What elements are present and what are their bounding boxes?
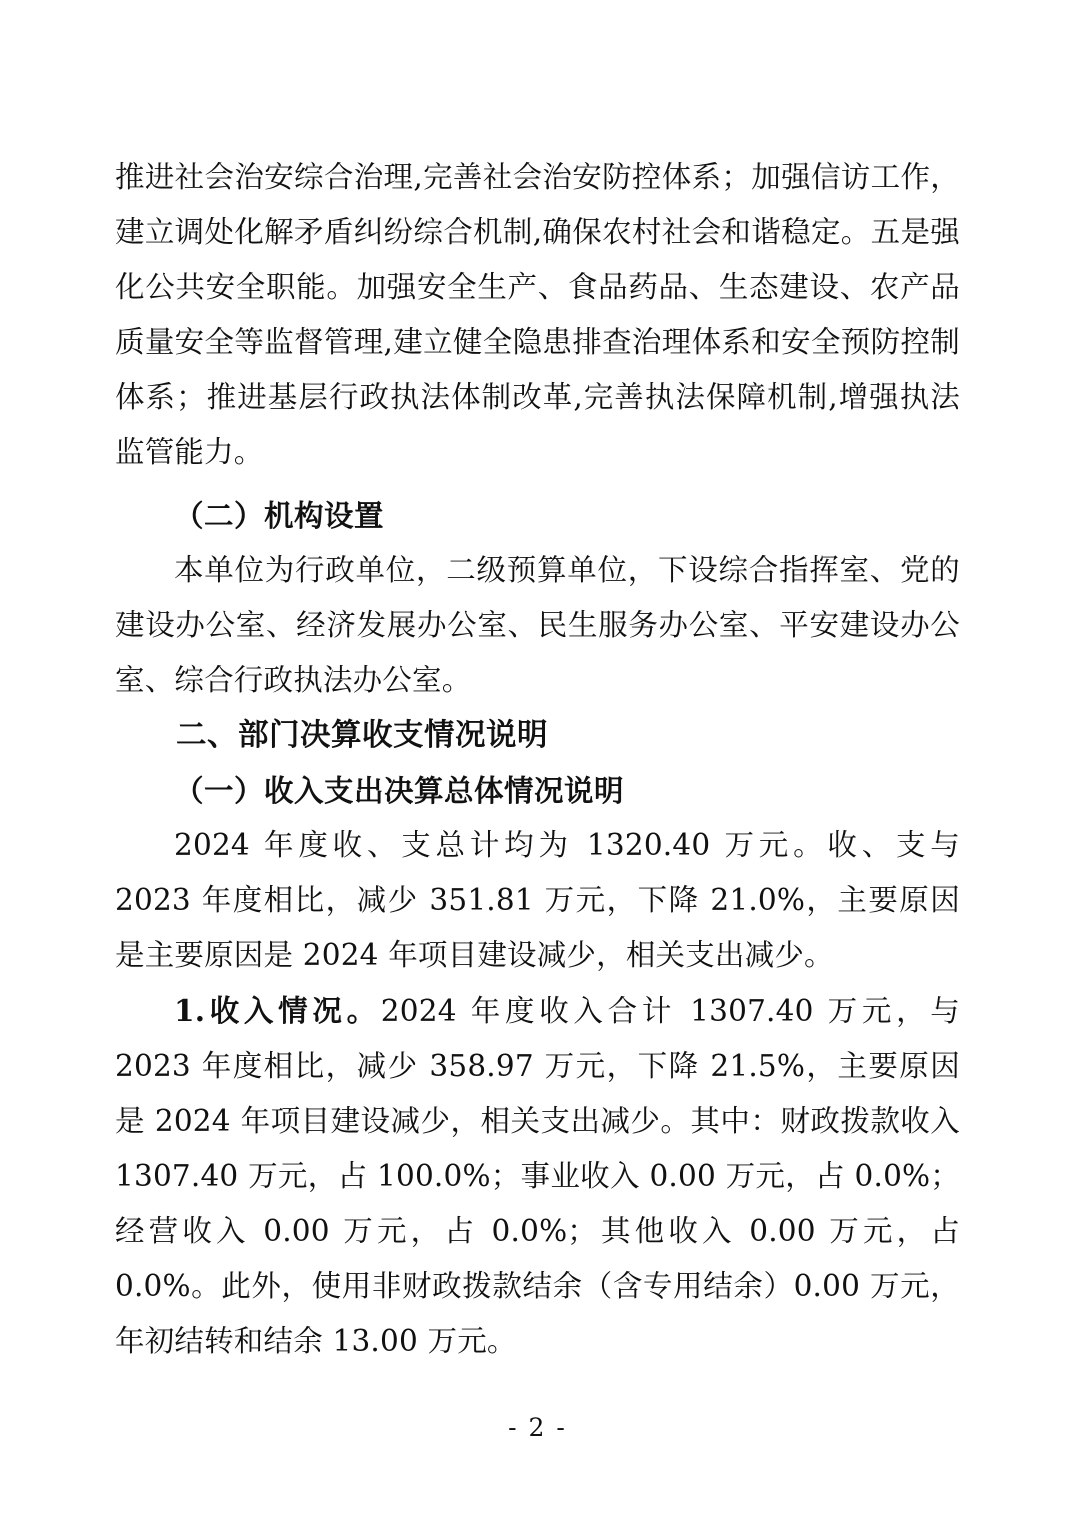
paragraph-revenue-lead: 1.收入情况。 xyxy=(174,993,381,1028)
spacer xyxy=(115,480,960,488)
heading-institution-setup: （二）机构设置 xyxy=(174,498,385,533)
paragraph-revenue-body: 2024 年度收入合计 1307.40 万元，与 2023 年度相比，减少 358.97 万元，下降 21.5%，主要原因是 2024 年项目建设减少，相关支出减少。其中：财政拨款收入 1307.40 万元，占 100.0%；事业收入 0.00 万元，占 0.0%；经营收入 0.00 万元，占 0.0%；其他收入 0.00 万元，占 0.0%。此外，使用非财政拨款结余（含专用结余）0.00 万元，年初结转和结余 13.00 万元。 xyxy=(115,994,960,1358)
paragraph-overall-total: 2024 年度收、支总计均为 1320.40 万元。收、支与 2023 年度相比，减少 351.81 万元，下降 21.0%，主要原因是主要原因是 2024 年项目建设减少，相关支出减少。 xyxy=(115,828,960,972)
paragraph-institution-setup: 本单位为行政单位，二级预算单位，下设综合指挥室、党的建设办公室、经济发展办公室、民生服务办公室、平安建设办公室、综合行政执法办公室。 xyxy=(115,553,960,697)
heading-budget-revenue-expenditure: 二、部门决算收支情况说明 xyxy=(176,717,548,753)
paragraph-revenue-situation xyxy=(115,983,960,1369)
paragraph-governance: 推进社会治安综合治理,完善社会治安防控体系；加强信访工作，建立调处化解矛盾纠纷综合机制,确保农村社会和谐稳定。五是强化公共安全职能。加强安全生产、食品药品、生态建设、农产品质量安全等监督管理,建立健全隐患排查治理体系和安全预防控制体系；推进基层行政执法体制改革,完善执法保障机制,增强执法监管能力。 xyxy=(115,160,960,469)
page-footer: - 2 - xyxy=(508,1413,567,1442)
heading-overall-situation: （一）收入支出决算总体情况说明 xyxy=(174,773,625,808)
